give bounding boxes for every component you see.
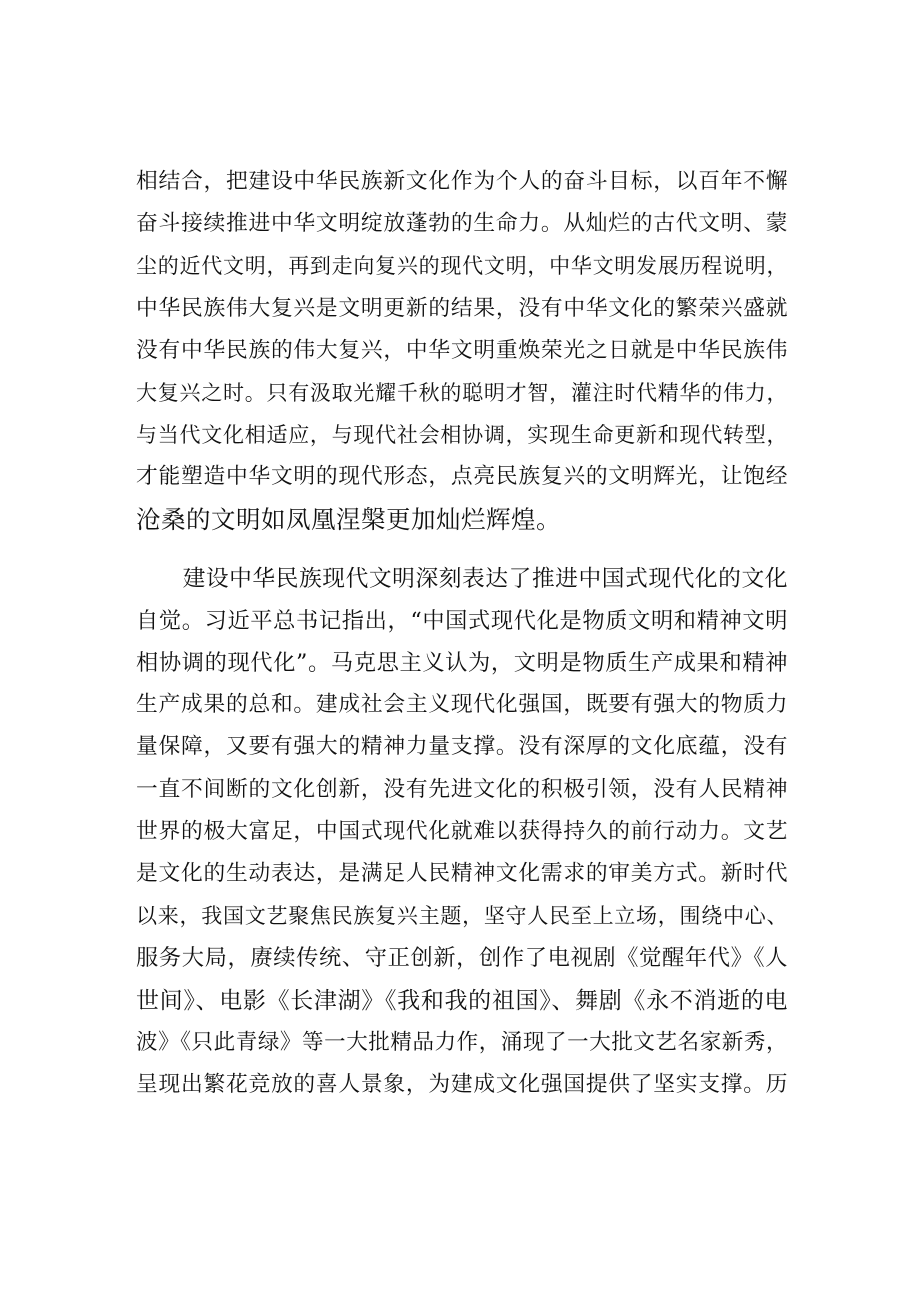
paragraph-line: 与当代文化相适应，与现代社会相协调，实现生命更新和现代转型，: [136, 423, 788, 448]
paragraph-line: 生产成果的总和。建成社会主义现代化强国，既要有强大的物质力: [136, 692, 788, 718]
paragraph-line: 世界的极大富足，中国式现代化就难以获得持久的前行动力。文艺: [136, 818, 788, 844]
paragraph-line: 建设中华民族现代文明深刻表达了推进中国式现代化的文化: [136, 565, 788, 592]
paragraph-line: 量保障，又要有强大的精神力量支撑。没有深厚的文化底蕴，没有: [136, 734, 788, 760]
paragraph-line: 中华民族伟大复兴是文明更新的结果，没有中华文化的繁荣兴盛就: [136, 295, 788, 321]
paragraph-line: 是文化的生动表达，是满足人民精神文化需求的审美方式。新时代: [136, 861, 788, 886]
paragraph-line: 呈现出繁花竞放的喜人景象，为建成文化强国提供了坚实支撑。历: [136, 1071, 788, 1097]
paragraph-line: 以来，我国文艺聚焦民族复兴主题，坚守人民至上立场，围绕中心、: [136, 904, 788, 929]
article-body: [136, 161, 788, 1106]
paragraph-line: 奋斗接续推进中华文明绽放蓬勃的生命力。从灿烂的古代文明、蒙: [136, 211, 788, 237]
paragraph-line: 相结合，把建设中华民族新文化作为个人的奋斗目标，以百年不懈: [136, 169, 788, 194]
paragraph-2: [136, 558, 788, 1106]
paragraph-line: 尘的近代文明，再到走向复兴的现代文明，中华文明发展历程说明，: [136, 254, 788, 279]
paragraph-line: 自觉。习近平总书记指出，“中国式现代化是物质文明和精神文明: [136, 607, 788, 634]
paragraph-line: 一直不间断的文化创新，没有先进文化的积极引领，没有人民精神: [136, 776, 788, 802]
paragraph-line: 相协调的现代化”。马克思主义认为，文明是物质生产成果和精神: [136, 650, 788, 677]
paragraph-line: 才能塑造中华文明的现代形态，点亮民族复兴的文明辉光，让饱经: [136, 464, 788, 490]
paragraph-line: 沧桑的文明如凤凰涅槃更加灿烂辉煌。: [136, 504, 561, 534]
paragraph-line: 世间》、电影《长津湖》《我和我的祖国》、舞剧《永不消逝的电: [136, 987, 788, 1014]
paragraph-1: [136, 161, 788, 541]
paragraph-line: 没有中华民族的伟大复兴，中华文明重焕荣光之日就是中华民族伟: [136, 337, 788, 363]
paragraph-line: 波》《只此青绿》等一大批精品力作，涌现了一大批文艺名家新秀，: [136, 1029, 788, 1055]
paragraph-line: 大复兴之时。只有汲取光耀千秋的聪明才智，灌注时代精华的伟力，: [136, 380, 788, 405]
paragraph-line: 服务大局，赓续传统、守正创新，创作了电视剧《觉醒年代》《人: [136, 945, 788, 972]
